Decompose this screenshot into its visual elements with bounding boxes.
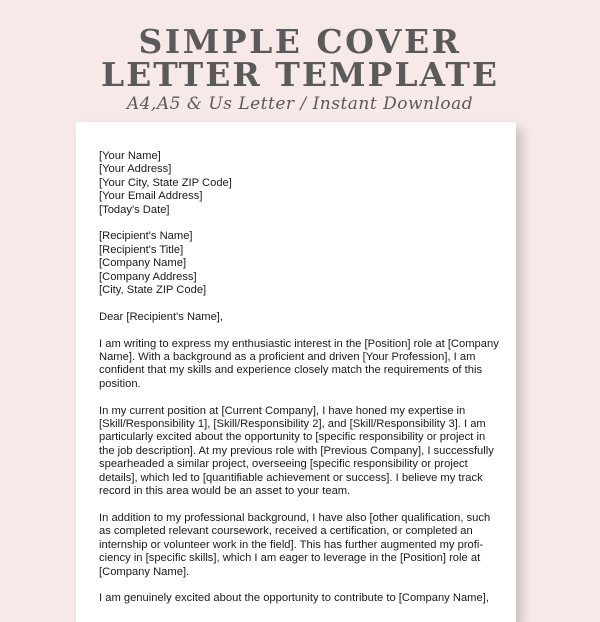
- title-line-2: LETTER TEMPLATE: [100, 55, 500, 94]
- paragraph-line: Name]. With a background as a proficient and driven [Your Profession], I am: [99, 351, 476, 364]
- spacer: [99, 217, 499, 230]
- paragraph-line: position.: [99, 377, 141, 390]
- recipient-name: [Recipient's Name]: [99, 230, 193, 243]
- spacer: [99, 579, 499, 592]
- paragraph-line: particularly excited about the opportunity to [specific responsibility or project in: [99, 431, 486, 444]
- letter-body: [99, 150, 499, 606]
- recipient-block: [99, 230, 499, 297]
- paragraph-line: In my current position at [Current Company], I have honed my expertise in: [99, 404, 466, 417]
- company-name: [Company Name]: [99, 257, 187, 270]
- letter-date: [Today's Date]: [99, 203, 170, 216]
- paragraph-line: details], which led to [quantifiable achievement or success]. I believe my track: [99, 471, 483, 484]
- sender-email: [Your Email Address]: [99, 190, 203, 203]
- paragraph-line: ciency in [specific skills], which I am eager to leverage in the [Position] role at: [99, 552, 481, 565]
- paragraph-line: I am genuinely excited about the opportunity to contribute to [Company Name],: [99, 592, 489, 605]
- spacer: [99, 499, 499, 512]
- paragraph-line: record in this area would be an asset to your team.: [99, 485, 351, 498]
- paragraph-line: spearheaded a similar project, overseeing [specific responsibility or project: [99, 458, 468, 471]
- title-line-1: SIMPLE COVER: [138, 22, 462, 61]
- paragraph-3: [99, 512, 499, 579]
- recipient-title: [Recipient's Title]: [99, 243, 184, 256]
- sender-address: [Your Address]: [99, 163, 172, 176]
- paragraph-line: In addition to my professional background, I have also [other qualification, such: [99, 511, 491, 524]
- paragraph-line: confident that my skills and experience closely match the requirements of this: [99, 364, 483, 377]
- paragraph-line: [Skill/Responsibility 1], [Skill/Responsibility 2], and [Skill/Responsibility 3]. I am: [99, 418, 486, 431]
- paragraph-line: the job description]. At my previous role with [Previous Company], I successfully: [99, 444, 494, 457]
- spacer: [99, 324, 499, 337]
- paragraph-1: [99, 338, 499, 392]
- paragraph-4: [99, 592, 499, 605]
- paragraph-line: as completed relevant coursework, received a certification, or completed an: [99, 525, 473, 538]
- subtitle: A4,A5 & Us Letter / Instant Download: [126, 94, 474, 114]
- sender-name: [Your Name]: [99, 150, 161, 162]
- paragraph-line: internship or volunteer work in the field]. This has further augmented my profi-: [99, 538, 484, 551]
- paragraph-line: [Company Name].: [99, 565, 190, 578]
- letter-page: [76, 122, 516, 622]
- spacer: [99, 297, 499, 310]
- paragraph-line: I am writing to express my enthusiastic interest in the [Position] role at [Company: [99, 337, 499, 350]
- salutation: Dear [Recipient's Name],: [99, 310, 224, 323]
- paragraph-2: [99, 405, 499, 499]
- company-address: [Company Address]: [99, 270, 197, 283]
- spacer: [99, 391, 499, 404]
- company-city: [City, State ZIP Code]: [99, 284, 207, 297]
- sender-block: [99, 150, 499, 217]
- sender-city: [Your City, State ZIP Code]: [99, 176, 232, 189]
